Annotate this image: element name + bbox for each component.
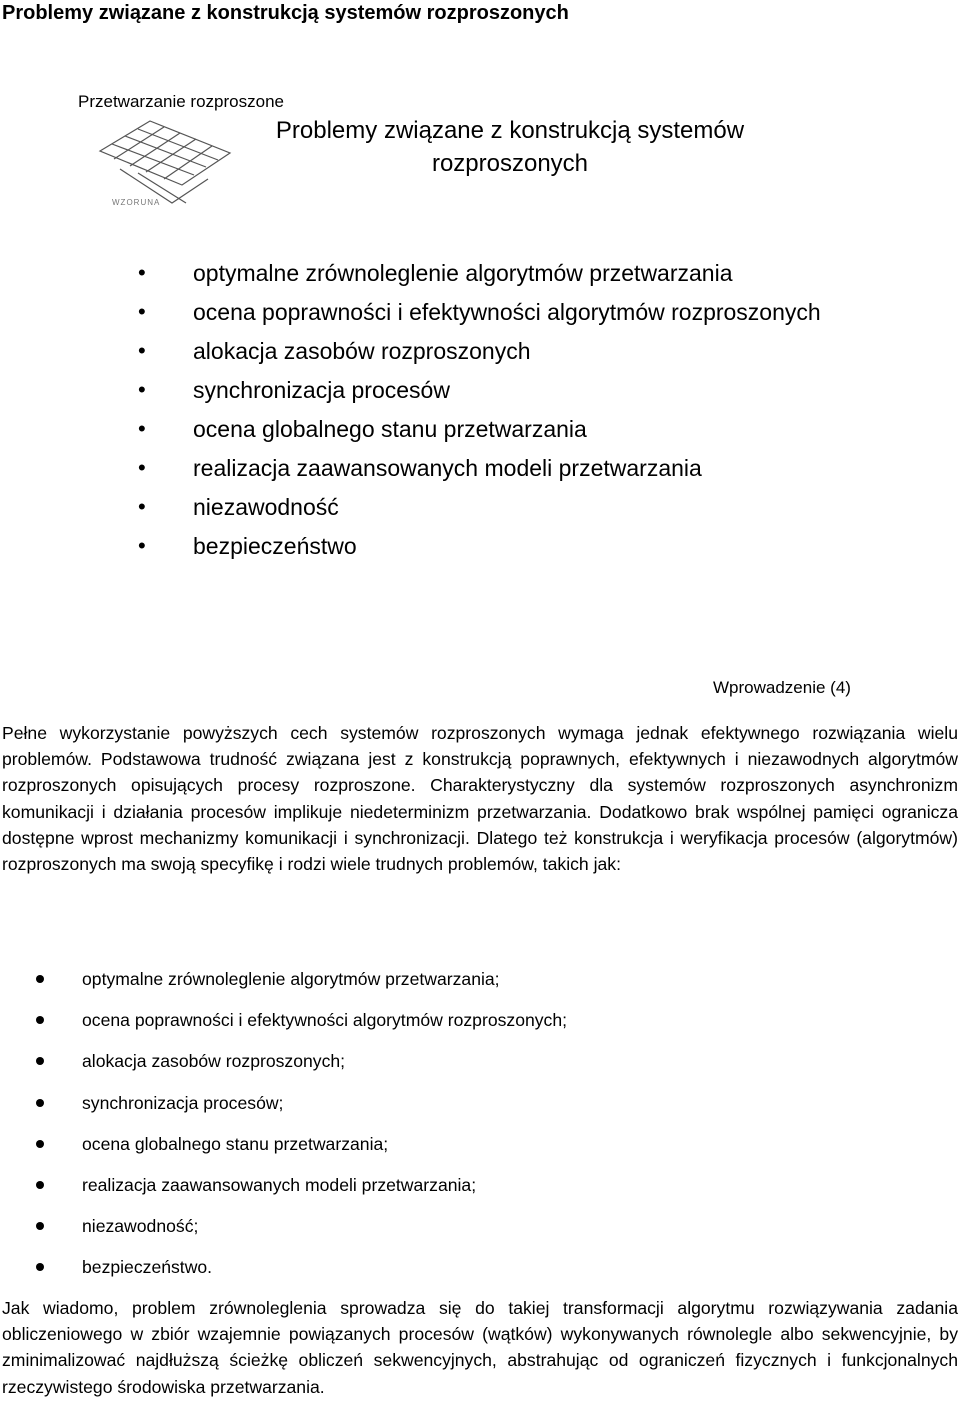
bullet-icon [36, 1140, 44, 1148]
slide-list-item: • alokacja zasobów rozproszonych [138, 334, 893, 368]
intro-paragraph: Pełne wykorzystanie powyższych cech systemów rozproszonych wymaga jednak efektywnego rozwiązania wielu problemów. Podstawowa trudność związana jest z konstrukcją poprawnych, efektywnych i niezawodnych algorytmów rozproszonych opisujących procesy rozproszone. Charakterystyczny dla systemów rozproszonych asynchronizm komunikacji i działania procesów implikuje niedeterminizm przetwarzania. Dodatkowo brak wspólnej pamięci ogranicza dostępne wprost mechanizmy komunikacji i synchronizacji. Dlatego też konstrukcja i weryfikacja procesów (algorytmów) rozproszonych ma swoją specyfikę i rodzi wiele trudnych problemów, takich jak: [2, 723, 958, 875]
bullet-icon: • [138, 494, 146, 519]
bullet-icon: • [138, 455, 146, 480]
bullet-icon [36, 1263, 44, 1271]
slide-header: Przetwarzanie rozproszone [78, 92, 284, 111]
slide-list-item: • realizacja zaawansowanych modeli przetwarzania [138, 451, 893, 485]
slide-list-item: • optymalne zrównoleglenie algorytmów przetwarzania [138, 256, 893, 290]
slide-bullet-list [138, 256, 893, 568]
grid-logo-icon [90, 113, 250, 225]
slide-footer: Wprowadzenie (4) [713, 678, 851, 697]
document-title: Problemy związane z konstrukcją systemów rozproszonych [2, 2, 569, 24]
bullet-icon [36, 975, 44, 983]
bullet-icon [36, 1181, 44, 1189]
bullet-icon: • [138, 338, 146, 363]
list-item: ocena poprawności i efektywności algorytmów rozproszonych; [0, 1007, 567, 1048]
slide-list-item: • synchronizacja procesów [138, 373, 893, 407]
slide-list-item: • bezpieczeństwo [138, 529, 893, 563]
list-item: niezawodność; [0, 1213, 567, 1254]
bullet-icon: • [138, 260, 146, 285]
bullet-icon: • [138, 533, 146, 558]
bullet-icon [36, 1222, 44, 1230]
list-item: realizacja zaawansowanych modeli przetwarzania; [0, 1172, 567, 1213]
slide-logo-caption: WZORUNA [112, 198, 161, 207]
slide-list-item: • ocena globalnego stanu przetwarzania [138, 412, 893, 446]
closing-paragraph: Jak wiadomo, problem zrównoleglenia sprowadza się do takiej transformacji algorytmu rozwiązywania zadania obliczeniowego w zbiór wzajemnie powiązanych procesów (wątków) wykonywanych równolegle albo sekwencyjnie, by zminimalizować najdłuższą ścieżkę obliczeń sekwencyjnych, abstrahując od ograniczeń fizycznych i funkcjonalnych rzeczywistego środowiska przetwarzania. [2, 1298, 958, 1397]
bullet-icon: • [138, 416, 146, 441]
bullet-icon [36, 1057, 44, 1065]
list-item: bezpieczeństwo. [0, 1254, 567, 1295]
bullet-icon [36, 1016, 44, 1024]
bullet-icon [36, 1099, 44, 1107]
list-item: synchronizacja procesów; [0, 1090, 567, 1131]
list-item: alokacja zasobów rozproszonych; [0, 1048, 567, 1089]
slide-title: Problemy związane z konstrukcją systemów rozproszonych [275, 117, 745, 177]
problem-list [0, 966, 567, 1296]
slide-list-item: • ocena poprawności i efektywności algorytmów rozproszonych [138, 295, 893, 329]
bullet-icon: • [138, 377, 146, 402]
slide-list-item: • niezawodność [138, 490, 893, 524]
list-item: ocena globalnego stanu przetwarzania; [0, 1131, 567, 1172]
list-item: optymalne zrównoleglenie algorytmów przetwarzania; [0, 966, 567, 1007]
bullet-icon: • [138, 299, 146, 324]
slide-image [70, 80, 900, 710]
